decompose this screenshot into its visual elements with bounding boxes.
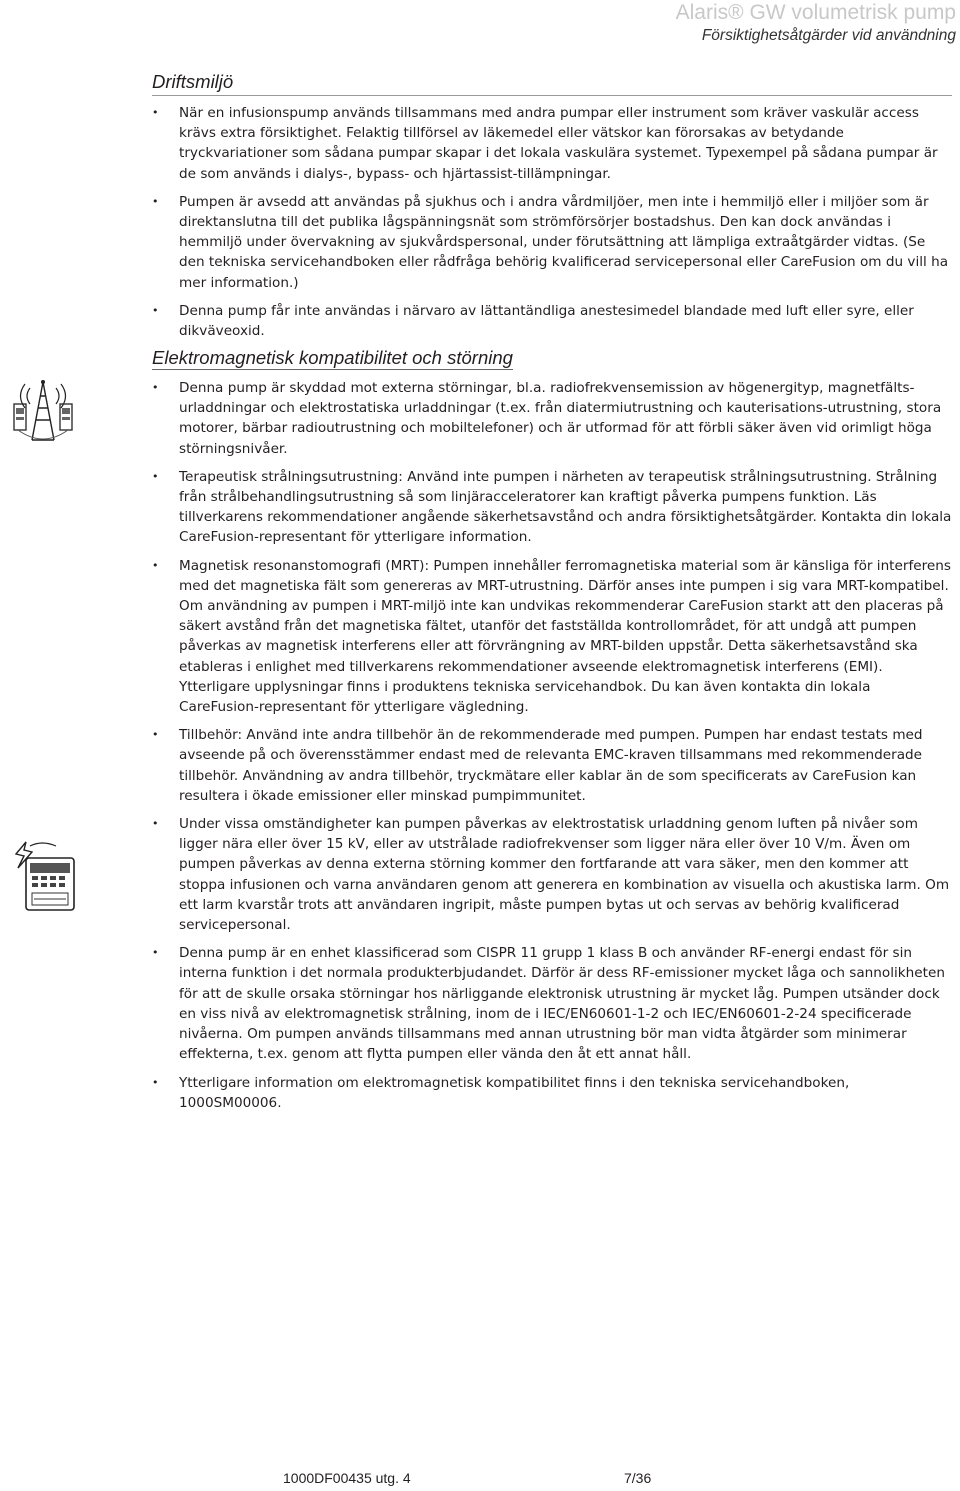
page-number: 7/36: [624, 1470, 652, 1486]
list-item: • Denna pump får inte användas i närvaro av lättantändliga anestesimedel blandade med luft eller syre, eller dikväveoxid.: [152, 301, 952, 341]
list-driftsmiljo: [152, 103, 952, 349]
list-item: • Under vissa omständigheter kan pumpen påverkas av elektrostatisk urladdning genom luften på nivåer som ligger nära eller över 15 kV, eller av utstrålade radiofrekvenser som ligger nära eller över 10 V/m. Även om pumpen påverkas av denna externa störning kommer den fortfarande att vara säker, men den kommer att stoppa infusionen och varna användaren genom att generera en kombination av visuella och akustiska larm. Om ett larm kvarstår trots att användaren ingripit, måste pumpen bytas ut och servas av behörig kvalificerad servicepersonal.: [152, 814, 952, 935]
lightning-pump-icon: [12, 838, 82, 918]
page-header: [676, 0, 956, 46]
document-number: 1000DF00435 utg. 4: [283, 1470, 411, 1486]
list-item: • Denna pump är skyddad mot externa störningar, bl.a. radiofrekvensemission av högenergityp, magnetfälts-urladdningar och elektrostatiska urladdningar (t.ex. från diatermiutrustning och kauterisations-utrustning, stora motorer, bärbar radioutrustning och mobiltelefoner) och är utformad för att förbli säker även vid orimligt höga störningsnivåer.: [152, 378, 952, 459]
list-emc: [152, 378, 952, 1121]
section-title-emc: [152, 346, 952, 371]
section-title-emc-text: Elektromagnetisk kompatibilitet och störning: [152, 347, 513, 368]
list-item: • När en infusionspump används tillsammans med andra pumpar eller instrument som kräver vaskulär access krävs extra försiktighet. Felaktig tillförsel av läkemedel eller vätskor kan förorsakas av betydande tryckvariationer som sådana pumpar skapar i det lokala vaskulära systemet. Typexempel på sådana pumpar är de som används i dialys-, bypass- och hjärtassist-tillämpningar.: [152, 103, 952, 184]
list-item: • Terapeutisk strålningsutrustning: Använd inte pumpen i närheten av terapeutisk strålningsutrustning. Strålning från strålbehandlingsutrustning så som linjäracceleratorer kan kraftigt påverka pumpens funktion. Läs tillverkarens rekommendationer angående säkerhetsavstånd och andra försiktighetsåtgärder. Kontakta din lokala CareFusion-representant för ytterligare information.: [152, 467, 952, 548]
radio-mast-icon: [10, 374, 76, 454]
section-title-driftsmiljo: Driftsmiljö: [152, 70, 952, 96]
list-item: • Magnetisk resonanstomografi (MRT): Pumpen innehåller ferromagnetiska material som är känsliga för interferens med det magnetiska fält som genereras av MRT-utrustning. Därför anses inte pumpen i sig vara MRT-kompatibel. Om användning av pumpen i MRT-miljö inte kan undvikas rekommenderar CareFusion starkt att den placeras på säkert avstånd från det magnetiska fältet, utanför det fastställda kontrollområdet, för att undgå att pumpen påverkas av magnetisk interferens eller att förvrängning av MRT-bilden uppstår. Detta säkerhetsavstånd ska etableras i enlighet med tillverkarens rekommendationer avseende elektromagnetisk interferens (EMI). Ytterligare upplysningar finns i produktens tekniska servicehandbok. Du kan även kontakta din lokala CareFusion-representant för ytterligare vägledning.: [152, 556, 952, 718]
document-subtitle: Försiktighetsåtgärder vid användning: [701, 27, 956, 44]
list-item: • Pumpen är avsedd att användas på sjukhus och i andra vårdmiljöer, men inte i hemmiljö eller i miljöer som är direktanslutna till det publika lågspänningsnät som strömförsörjer bostadshus. Den kan dock användas i hemmiljö under övervakning av sjukvårdspersonal, under förutsättning att lämpliga extraåtgärder vidtas. (Se den tekniska servicehandboken eller rådfråga behörig kvalificerad servicepersonal eller CareFusion om du vill ha mer information.): [152, 192, 952, 293]
list-item: • Ytterligare information om elektromagnetisk kompatibilitet finns i den tekniska servicehandboken, 1000SM00006.: [152, 1073, 952, 1113]
document-title: Alaris® GW volumetrisk pump: [675, 1, 956, 24]
list-item: • Denna pump är en enhet klassificerad som CISPR 11 grupp 1 klass B och använder RF-energi endast för sin interna funktion i det normala produkterbjudandet. Därför är dess RF-emissioner mycket låga och sannolikheten för att de skulle orsaka störningar hos närliggande elektronisk utrustning är mycket låg. Pumpen utsänder dock en viss nivå av elektromagnetisk strålning, inom de i IEC/EN60601-1-2 och IEC/EN60601-2-24 specificerade nivåerna. Om pumpen används tillsammans med annan utrustning bör man vidta åtgärder som minimerar effekterna, t.ex. genom att flytta pumpen eller vända den åt ett annat håll.: [152, 943, 952, 1064]
list-item: • Tillbehör: Använd inte andra tillbehör än de rekommenderade med pumpen. Pumpen har endast testats med avseende på och överensstämmer endast med de relevanta EMC-kraven tillsammans med rekommenderade tillbehör. Användning av andra tillbehör, tryckmätare eller kablar än de som specificerats av CareFusion kan resultera i ökade emissioner eller minskad pumpimmunitet.: [152, 725, 952, 806]
